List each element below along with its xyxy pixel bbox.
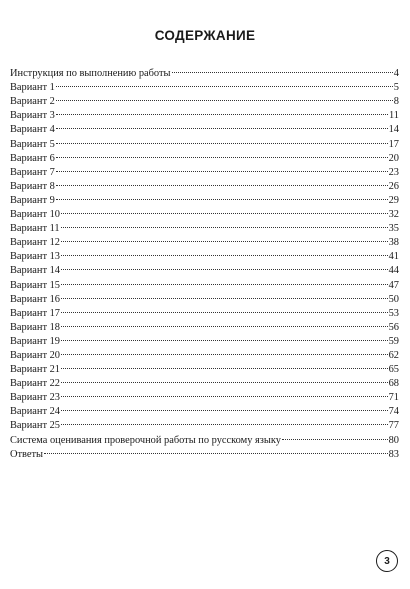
toc-entry-title: Вариант 22: [10, 378, 60, 390]
toc-entry-title: Вариант 11: [10, 223, 60, 235]
toc-entry-title: Ответы: [10, 448, 44, 460]
toc-entry-title: Вариант 19: [10, 335, 60, 347]
toc-entry-page: 17: [388, 138, 399, 150]
dot-leader: [56, 132, 388, 146]
toc-entry: [10, 428, 399, 446]
toc-entry: [10, 104, 399, 122]
toc-entry-title: Вариант 5: [10, 138, 55, 150]
toc-entry-title: Вариант 8: [10, 180, 55, 192]
dot-leader: [61, 302, 388, 316]
toc-entry: [10, 189, 399, 206]
dot-leader: [61, 400, 388, 414]
toc-entry-page: 14: [388, 124, 399, 136]
toc-entry: [10, 302, 399, 319]
toc-entry-title: Вариант 9: [10, 194, 55, 206]
page-number-badge: [376, 550, 398, 572]
toc-entry: [10, 245, 399, 263]
toc-entry-title: Инструкция по выполнению работы: [10, 68, 171, 80]
toc-entry-page: 62: [388, 349, 399, 361]
toc-entry-title: Вариант 17: [10, 307, 60, 319]
toc-entry: [10, 118, 399, 136]
table-of-contents: [10, 62, 399, 460]
toc-entry-title: Вариант 21: [10, 364, 60, 376]
dot-leader: [61, 288, 388, 302]
toc-entry-title: Вариант 2: [10, 96, 55, 108]
toc-entry-page: 8: [393, 96, 399, 108]
dot-leader: [61, 217, 388, 231]
dot-leader: [56, 90, 393, 104]
toc-entry-title: Вариант 1: [10, 82, 55, 94]
toc-entry-title: Вариант 7: [10, 166, 55, 178]
toc-entry-page: 56: [388, 321, 399, 333]
dot-leader: [44, 443, 388, 457]
toc-entry-page: 71: [388, 392, 399, 404]
dot-leader: [56, 104, 388, 118]
toc-entry-page: 23: [388, 166, 399, 178]
toc-entry-title: Вариант 3: [10, 110, 55, 122]
toc-entry-title: Вариант 6: [10, 152, 55, 164]
toc-entry: [10, 90, 399, 108]
toc-entry: [10, 358, 399, 376]
toc-entry-page: 32: [388, 209, 399, 221]
dot-leader: [61, 344, 388, 358]
toc-entry-title: Вариант 25: [10, 420, 60, 432]
toc-entry: [10, 344, 399, 361]
toc-entry: [10, 161, 399, 178]
toc-entry: [10, 203, 399, 221]
toc-entry: [10, 414, 399, 432]
toc-entry: [10, 259, 399, 277]
dot-leader: [61, 231, 388, 245]
toc-entry-page: 35: [388, 223, 399, 235]
dot-leader: [56, 175, 388, 189]
toc-entry-title: Вариант 12: [10, 237, 60, 249]
toc-entry-page: 20: [388, 152, 399, 164]
toc-entry-title: Вариант 4: [10, 124, 55, 136]
dot-leader: [172, 62, 393, 76]
toc-entry: [10, 175, 399, 192]
dot-leader: [61, 372, 388, 386]
toc-entry: [10, 386, 399, 404]
dot-leader: [61, 386, 388, 400]
toc-entry-title: Система оценивания проверочной работы по русскому языку: [10, 434, 281, 446]
toc-entry-page: 47: [388, 279, 399, 291]
toc-entry-page: 44: [388, 265, 399, 277]
toc-entry-title: Вариант 20: [10, 349, 60, 361]
page-title: СОДЕРЖАНИЕ: [154, 28, 256, 43]
toc-entry-page: 74: [388, 406, 399, 418]
toc-entry-page: 26: [388, 180, 399, 192]
dot-leader: [61, 316, 388, 330]
dot-leader: [56, 189, 388, 203]
toc-entry-title: Вариант 24: [10, 406, 60, 418]
toc-entry: [10, 330, 399, 347]
toc-entry: [10, 288, 399, 305]
toc-entry-page: 80: [388, 434, 399, 446]
toc-entry-title: Вариант 13: [10, 251, 60, 263]
toc-entry: [10, 400, 399, 418]
toc-entry: [10, 316, 399, 333]
toc-entry: [10, 273, 399, 291]
dot-leader: [61, 273, 388, 287]
toc-entry-title: Вариант 10: [10, 209, 60, 221]
toc-entry-title: Вариант 16: [10, 293, 60, 305]
toc-entry: [10, 372, 399, 390]
dot-leader: [56, 147, 388, 161]
dot-leader: [282, 428, 388, 442]
toc-entry: [10, 62, 399, 80]
toc-entry: [10, 443, 399, 460]
toc-entry-page: 68: [388, 378, 399, 390]
toc-entry: [10, 76, 399, 94]
toc-entry-page: 41: [388, 251, 399, 263]
dot-leader: [56, 118, 388, 132]
dot-leader: [61, 245, 388, 259]
dot-leader: [61, 203, 388, 217]
toc-entry-page: 83: [388, 448, 399, 460]
toc-entry-title: Вариант 14: [10, 265, 60, 277]
dot-leader: [61, 259, 388, 273]
toc-entry-page: 65: [388, 364, 399, 376]
toc-entry-page: 53: [388, 307, 399, 319]
toc-entry: [10, 231, 399, 249]
toc-entry-page: 11: [388, 110, 399, 122]
dot-leader: [61, 330, 388, 344]
toc-entry-page: 38: [388, 237, 399, 249]
toc-entry-title: Вариант 18: [10, 321, 60, 333]
toc-entry: [10, 217, 399, 235]
toc-entry-page: 5: [393, 82, 399, 94]
dot-leader: [61, 358, 388, 372]
dot-leader: [56, 161, 388, 175]
dot-leader: [56, 76, 393, 90]
toc-entry: [10, 132, 399, 150]
toc-entry-page: 77: [388, 420, 399, 432]
toc-entry-page: 50: [388, 293, 399, 305]
toc-entry-title: Вариант 23: [10, 392, 60, 404]
dot-leader: [61, 414, 388, 428]
toc-entry-page: 4: [393, 68, 399, 80]
toc-entry-title: Вариант 15: [10, 279, 60, 291]
page-number: 3: [384, 555, 390, 567]
toc-entry-page: 29: [388, 194, 399, 206]
toc-entry: [10, 147, 399, 164]
toc-entry-page: 59: [388, 335, 399, 347]
